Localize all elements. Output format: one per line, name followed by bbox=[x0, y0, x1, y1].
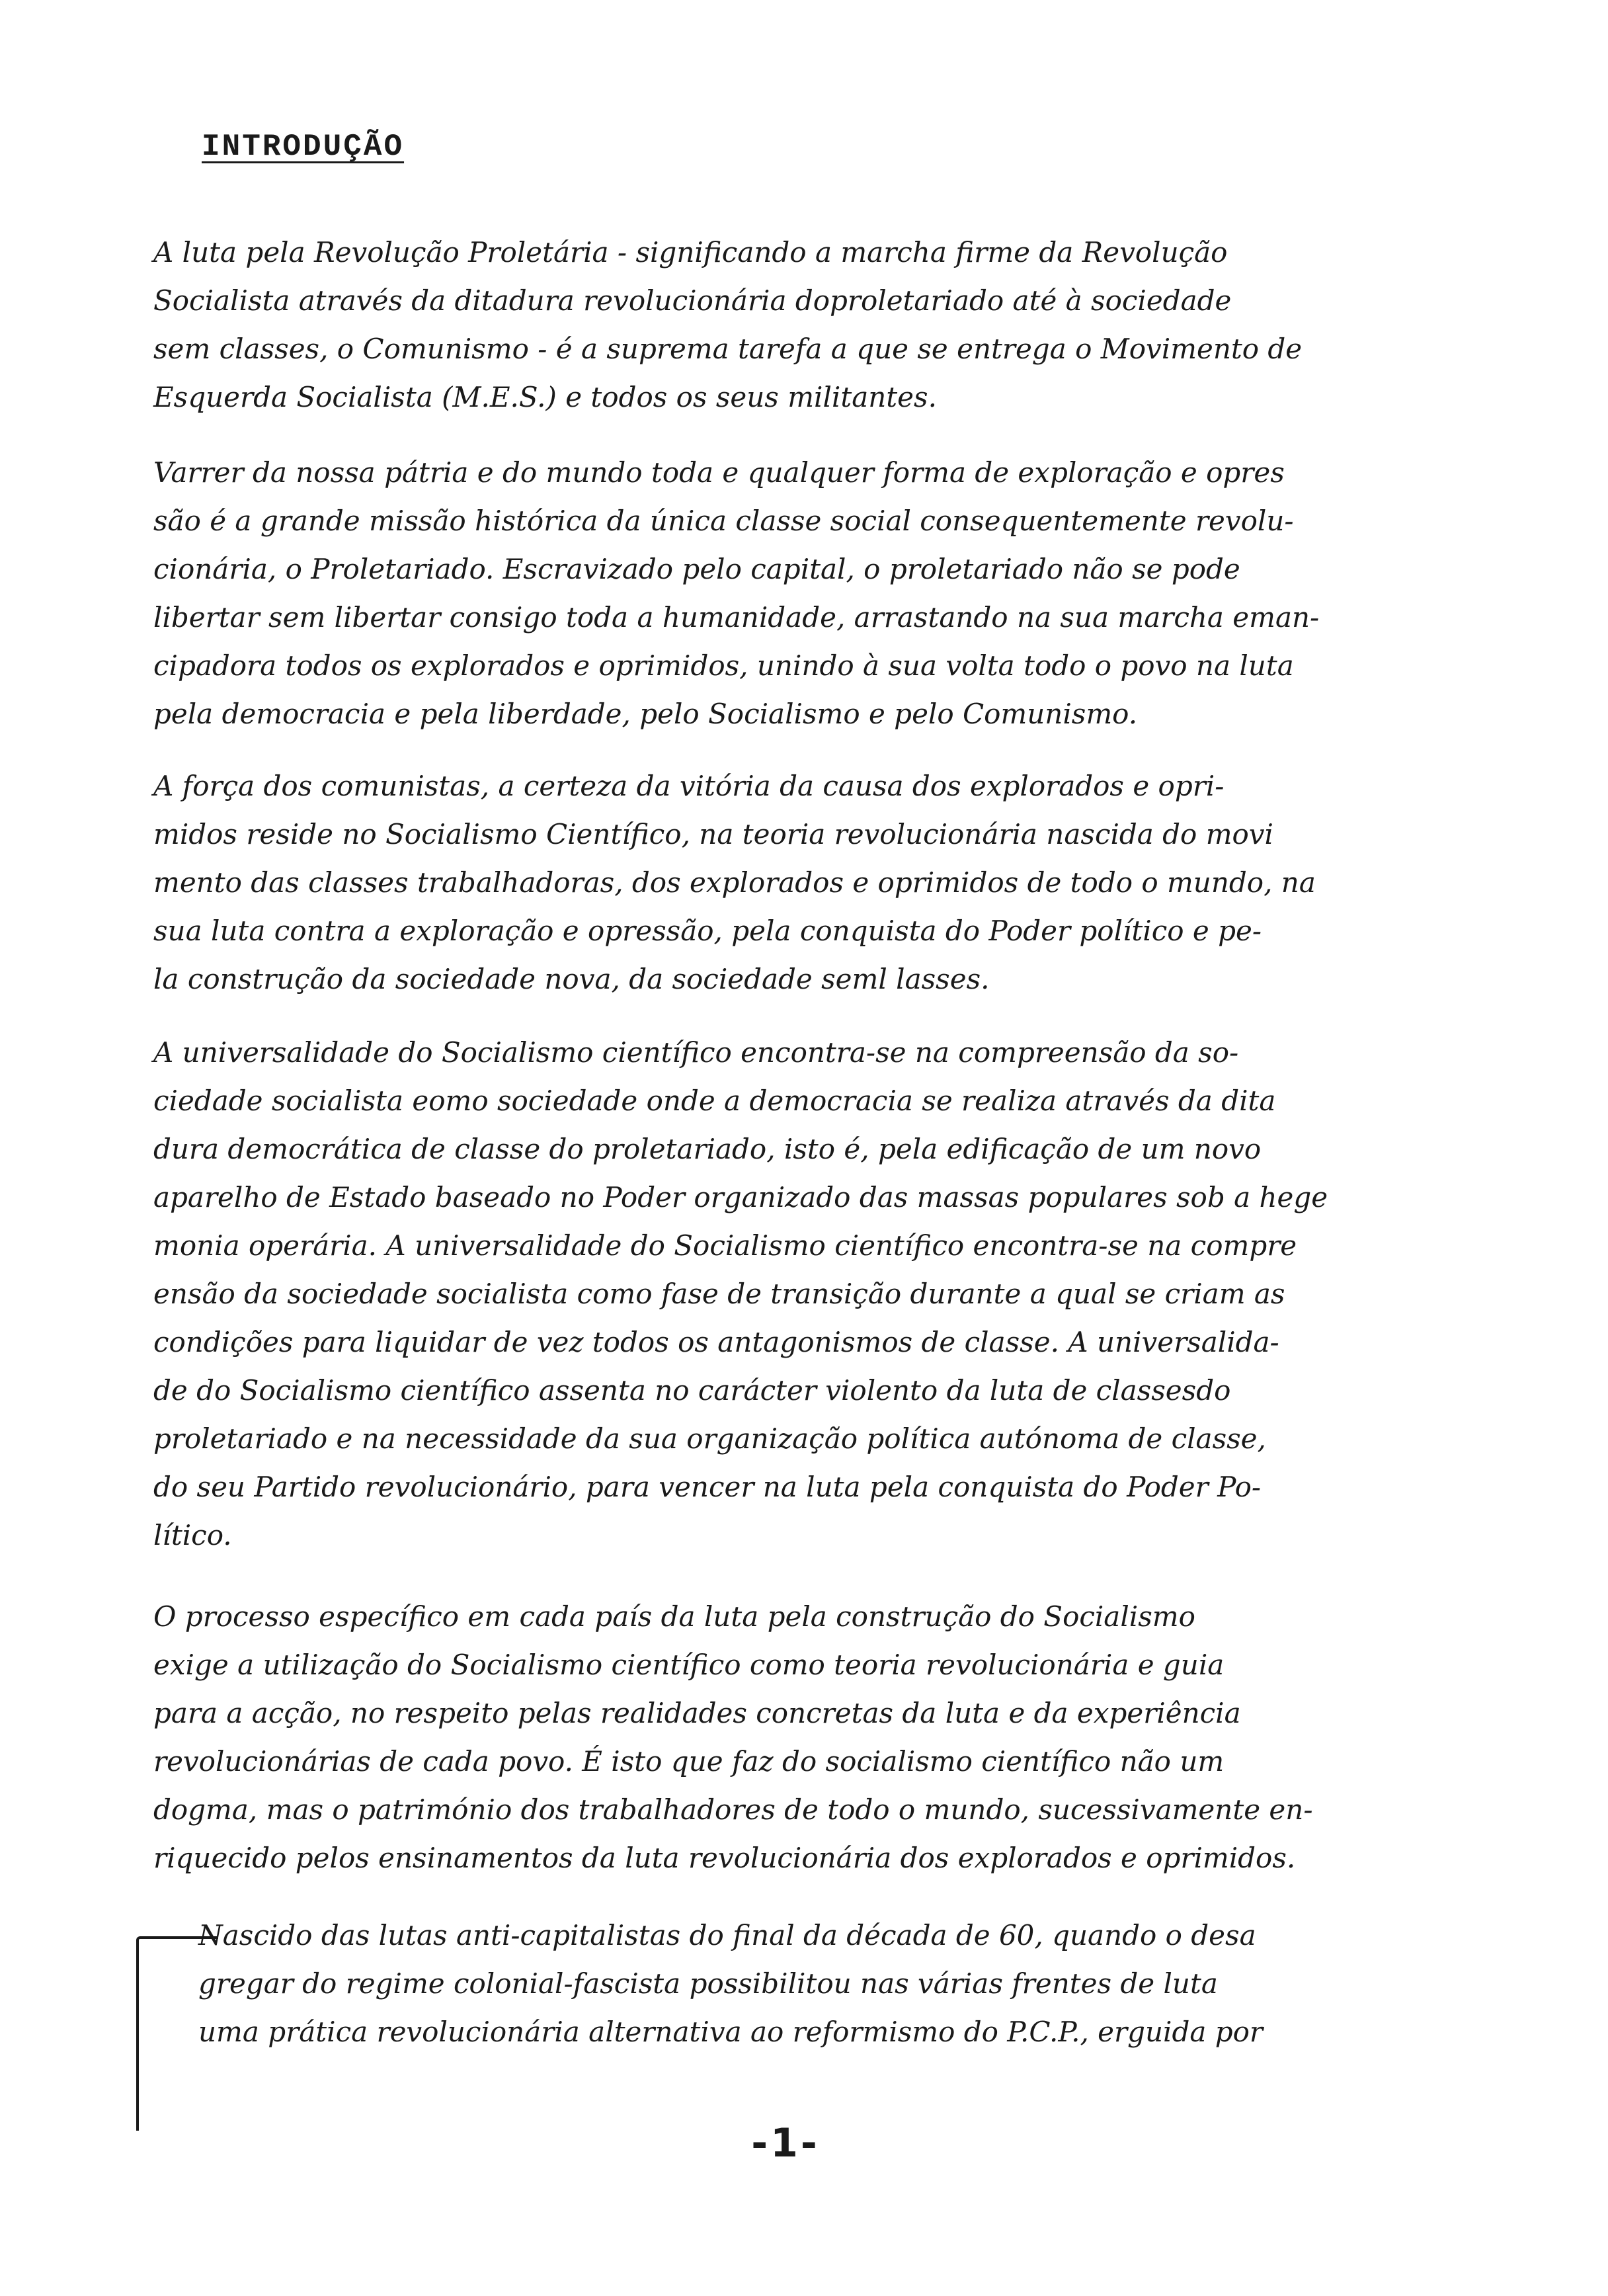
paragraph bbox=[198, 1911, 1521, 2056]
text-line: pela democracia e pela liberdade, pelo Socialismo e pelo Comunismo. bbox=[153, 698, 1138, 730]
text-line: ensão da sociedade socialista como fase de transição durante a qual se criam as bbox=[153, 1278, 1285, 1310]
text-line: libertar sem libertar consigo toda a humanidade, arrastando na sua marcha eman- bbox=[153, 601, 1320, 634]
text-line: aparelho de Estado baseado no Poder organizado das massas populares sob a hege bbox=[153, 1181, 1328, 1213]
text-line: Varrer da nossa pátria e do mundo toda e qualquer forma de exploração e opres bbox=[153, 456, 1285, 489]
text-line: exige a utilização do Socialismo científico como teoria revolucionária e guia bbox=[153, 1649, 1225, 1681]
text-line: de do Socialismo científico assenta no carácter violento da luta de classesdo bbox=[153, 1374, 1231, 1407]
paragraph bbox=[153, 228, 1476, 421]
text-line: dogma, mas o património dos trabalhadores de todo o mundo, sucessivamente en- bbox=[153, 1793, 1313, 1826]
text-line: uma prática revolucionária alternativa ao reformismo do P.C.P., erguida por bbox=[198, 2016, 1263, 2048]
section-heading: INTRODUÇÃO bbox=[202, 130, 405, 164]
text-line: sem classes, o Comunismo - é a suprema tarefa a que se entrega o Movimento de bbox=[153, 333, 1303, 365]
text-line: Socialista através da ditadura revolucionária doproletariado até à sociedade bbox=[153, 284, 1232, 317]
text-line: riquecido pelos ensinamentos da luta revolucionária dos explorados e oprimidos. bbox=[153, 1842, 1296, 1874]
paragraph bbox=[153, 762, 1476, 1003]
text-line: Nascido das lutas anti-capitalistas do final da década de 60, quando o desa bbox=[198, 1919, 1256, 1951]
text-line: são é a grande missão histórica da única classe social consequentemente revolu- bbox=[153, 505, 1294, 537]
paragraph bbox=[153, 1592, 1476, 1882]
text-line: gregar do regime colonial-fascista possibilitou nas várias frentes de luta bbox=[198, 1967, 1218, 2000]
paragraph bbox=[153, 1028, 1476, 1559]
text-line: la construção da sociedade nova, da sociedade seml lasses. bbox=[153, 963, 990, 995]
text-line: A luta pela Revolução Proletária - significando a marcha firme da Revolução bbox=[153, 236, 1228, 268]
text-line: A força dos comunistas, a certeza da vitória da causa dos explorados e opri- bbox=[153, 770, 1225, 802]
page-number: -1- bbox=[751, 2120, 820, 2166]
text-line: mento das classes trabalhadoras, dos explorados e oprimidos de todo o mundo, na bbox=[153, 866, 1316, 899]
text-line: A universalidade do Socialismo científico encontra-se na compreensão da so- bbox=[153, 1036, 1239, 1069]
text-line: do seu Partido revolucionário, para vencer na luta pela conquista do Poder Po- bbox=[153, 1471, 1262, 1503]
text-line: cionária, o Proletariado. Escravizado pelo capital, o proletariado não se pode bbox=[153, 553, 1240, 585]
text-line: dura democrática de classe do proletariado, isto é, pela edificação de um novo bbox=[153, 1133, 1262, 1165]
text-line: condições para liquidar de vez todos os antagonismos de classe. A universalida- bbox=[153, 1326, 1279, 1358]
text-line: proletariado e na necessidade da sua organização política autónoma de classe, bbox=[153, 1422, 1266, 1455]
text-line: monia operária. A universalidade do Socialismo científico encontra-se na compre bbox=[153, 1229, 1297, 1262]
text-line: midos reside no Socialismo Científico, na teoria revolucionária nascida do movi bbox=[153, 818, 1273, 850]
text-line: cipadora todos os explorados e oprimidos, unindo à sua volta todo o povo na luta bbox=[153, 649, 1294, 682]
text-line: ciedade socialista eomo sociedade onde a democracia se realiza através da dita bbox=[153, 1085, 1276, 1117]
paragraph bbox=[153, 448, 1476, 738]
text-line: revolucionárias de cada povo. É isto que faz do socialismo científico não um bbox=[153, 1745, 1225, 1778]
text-line: Esquerda Socialista (M.E.S.) e todos os seus militantes. bbox=[153, 381, 937, 413]
text-line: lítico. bbox=[153, 1519, 232, 1551]
text-line: sua luta contra a exploração e opressão, pela conquista do Poder político e pe- bbox=[153, 915, 1262, 947]
text-line: para a acção, no respeito pelas realidades concretas da luta e da experiência bbox=[153, 1697, 1241, 1729]
text-line: O processo específico em cada país da luta pela construção do Socialismo bbox=[153, 1600, 1195, 1633]
